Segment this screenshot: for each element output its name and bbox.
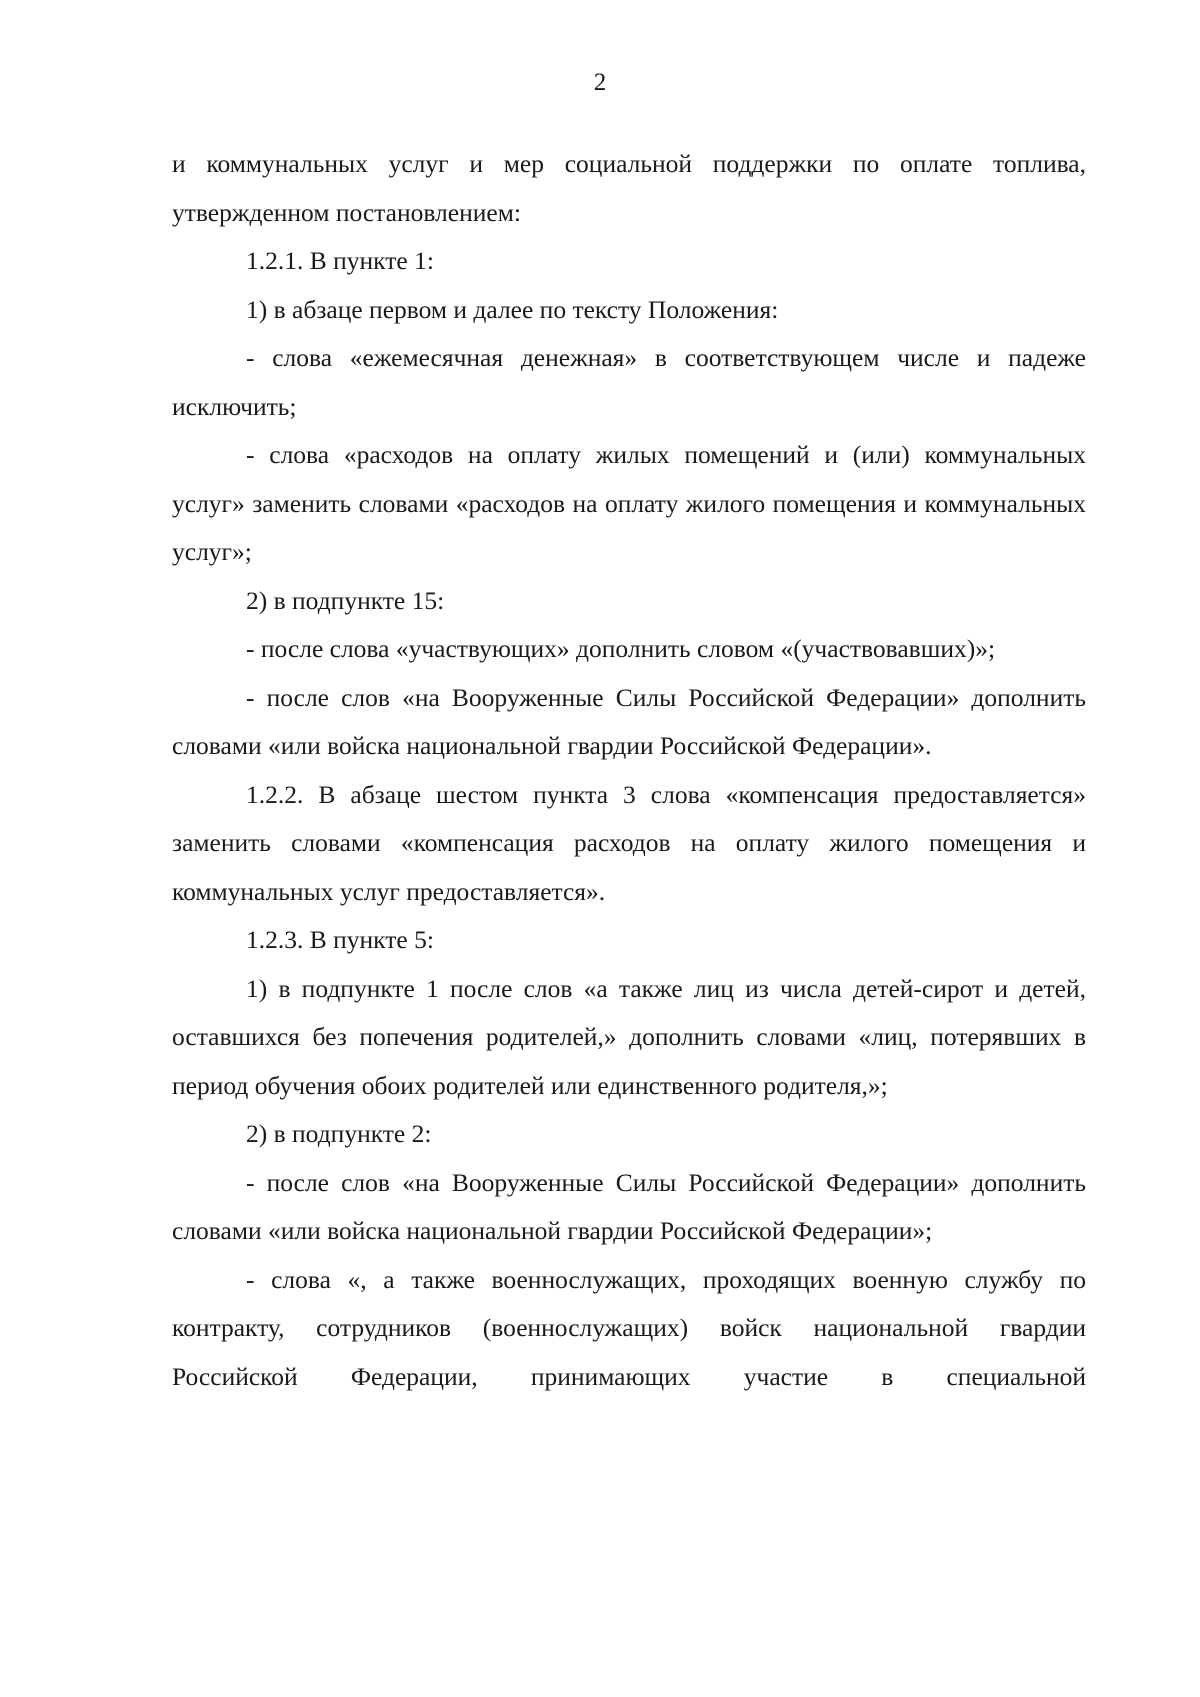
paragraph-subitem-2: 2) в подпункте 15: bbox=[246, 585, 445, 615]
paragraph-item-1-2-2: 1.2.2. В абзаце шестом пункта 3 слова «компенсация предоставляется» заменить словами «компенсация расходов на оплату жилого помещения и коммунальных услуг предоставляется». bbox=[172, 779, 1086, 906]
paragraph-subitem-1: 1) в абзаце первом и далее по тексту Положения: bbox=[246, 294, 779, 324]
paragraph-item-1-2-1: 1.2.1. В пункте 1: bbox=[246, 246, 434, 275]
paragraph-continuation: и коммунальных услуг и мер социальной поддержки по оплате топлива, утвержденном постановлением: bbox=[172, 149, 1086, 227]
paragraph-item-1-2-3: 1.2.3. В пункте 5: bbox=[246, 925, 434, 954]
paragraph-dash-item: - после слова «участвующих» дополнить словом «(участвовавших)»; bbox=[246, 634, 996, 663]
paragraph-dash-item: - после слов «на Вооруженные Силы Российской Федерации» дополнить словами «или войска национальной гвардии Российской Федерации»; bbox=[172, 1167, 1086, 1245]
paragraph-subitem-2: 2) в подпункте 2: bbox=[246, 1119, 432, 1148]
page-number: 2 bbox=[593, 69, 607, 96]
paragraph-dash-item: - после слов «на Вооруженные Силы Российской Федерации» дополнить словами «или войска национальной гвардии Российской Федерации». bbox=[172, 682, 1086, 760]
paragraph-dash-item: - слова «расходов на оплату жилых помещений и (или) коммунальных услуг» заменить словами «расходов на оплату жилого помещения и коммунальных услуг»; bbox=[172, 440, 1086, 566]
document-body bbox=[172, 140, 1086, 1401]
paragraph-dash-item: - слова «ежемесячная денежная» в соответствующем числе и падеже исключить; bbox=[172, 343, 1086, 421]
paragraph-subitem-1: 1) в подпункте 1 после слов «а также лиц из числа детей-сирот и детей, оставшихся без попечения родителей,» дополнить словами «лиц, потерявших в период обучения обоих родителей или единственного родителя,»; bbox=[172, 973, 1086, 1100]
paragraph-dash-item: - слова «, а также военнослужащих, проходящих военную службу по контракту, сотрудников (военнослужащих) войск национальной гвардии Российской Федерации, принимающих участие в специальной bbox=[172, 1264, 1086, 1391]
